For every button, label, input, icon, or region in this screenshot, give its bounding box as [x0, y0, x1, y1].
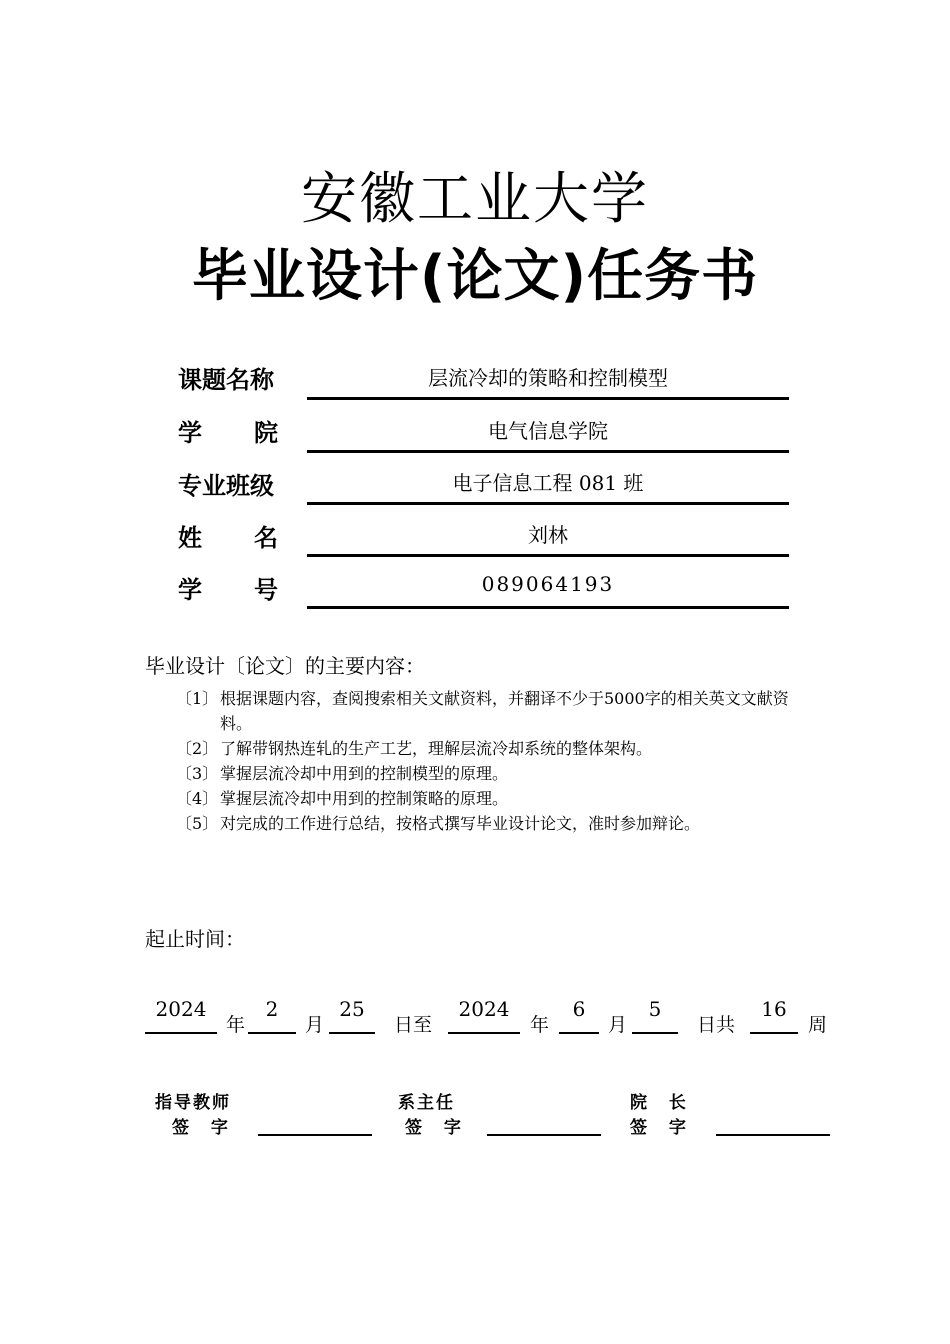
name-label-part2: 名: [254, 524, 278, 552]
start-day-unit: 日至: [394, 1014, 433, 1036]
name-label: [178, 518, 278, 553]
period-heading: 起止时间：: [145, 927, 245, 951]
main-content-heading: 毕业设计〔论文〕的主要内容：: [145, 654, 425, 678]
topic-underline: [307, 397, 789, 400]
start-year-unit: 年: [226, 1014, 246, 1036]
college-label-part2: 院: [254, 419, 278, 447]
weeks-value: 16: [761, 997, 787, 1021]
dean-label: 院 长: [630, 1093, 694, 1113]
end-month-value: 6: [572, 997, 586, 1021]
college-underline: [307, 450, 789, 453]
start-month-unit: 月: [305, 1014, 325, 1036]
dean-sign-label: 签 字: [630, 1118, 694, 1138]
start-year-value: 2024: [155, 997, 207, 1021]
end-year-line: [448, 1032, 520, 1034]
document-title: 毕业设计(论文)任务书: [191, 244, 759, 309]
advisor-signature-line: [258, 1134, 372, 1136]
start-month-line: [248, 1032, 296, 1034]
college-label-part1: 学: [178, 419, 202, 447]
advisor-sign-label: 签 字: [172, 1118, 236, 1138]
start-month-value: 2: [265, 997, 279, 1021]
end-day-value: 5: [648, 997, 662, 1021]
advisor-label: 指导教师: [155, 1093, 231, 1113]
start-day-line: [329, 1032, 375, 1034]
start-day-value: 25: [339, 997, 365, 1021]
college-value: 电气信息学院: [488, 419, 608, 443]
content-item-text: 掌握层流冷却中用到的控制策略的原理。: [220, 789, 509, 808]
dept-head-signature-line: [487, 1134, 601, 1136]
topic-label: 课题名称: [178, 366, 274, 394]
content-item-number: 〔2〕: [176, 739, 219, 758]
start-year-line: [145, 1032, 217, 1034]
student-id-label-part1: 学: [178, 576, 202, 604]
content-item-text: 根据课题内容，查阅搜索相关文献资料，并翻译不少于5000字的相关英文文献资料。: [220, 689, 789, 733]
end-month-unit: 月: [608, 1014, 628, 1036]
name-label-part1: 姓: [178, 524, 202, 552]
major-underline: [307, 502, 789, 505]
name-underline: [307, 554, 789, 557]
name-value: 刘林: [528, 523, 568, 547]
student-id-label: [178, 570, 278, 605]
topic-value: 层流冷却的策略和控制模型: [428, 366, 668, 390]
content-item-text: 对完成的工作进行总结，按格式撰写毕业设计论文，准时参加辩论。: [220, 814, 701, 833]
dept-head-sign-label: 签 字: [405, 1118, 469, 1138]
content-item-number: 〔4〕: [176, 789, 219, 808]
end-day-unit: 日共: [697, 1014, 736, 1036]
weeks-unit: 周: [808, 1014, 828, 1036]
content-item-text: 掌握层流冷却中用到的控制模型的原理。: [220, 764, 509, 783]
student-id-underline: [307, 606, 789, 609]
end-month-line: [559, 1032, 599, 1034]
content-item-text: 了解带钢热连轧的生产工艺，理解层流冷却系统的整体架构。: [220, 739, 653, 758]
end-year-value: 2024: [458, 997, 510, 1021]
weeks-line: [750, 1032, 798, 1034]
school-title: 安徽工业大学: [301, 167, 649, 232]
dean-signature-line: [716, 1134, 830, 1136]
content-item-number: 〔1〕: [176, 689, 219, 708]
student-id-value: 089064193: [481, 572, 615, 596]
content-item-number: 〔3〕: [176, 764, 219, 783]
student-id-label-part2: 号: [254, 576, 278, 604]
end-year-unit: 年: [530, 1014, 550, 1036]
dept-head-label: 系主任: [398, 1093, 455, 1113]
college-label: [178, 413, 278, 448]
end-day-line: [632, 1032, 678, 1034]
content-item-number: 〔5〕: [176, 814, 219, 833]
major-value: 电子信息工程 081 班: [452, 471, 644, 495]
major-label: 专业班级: [178, 472, 274, 500]
